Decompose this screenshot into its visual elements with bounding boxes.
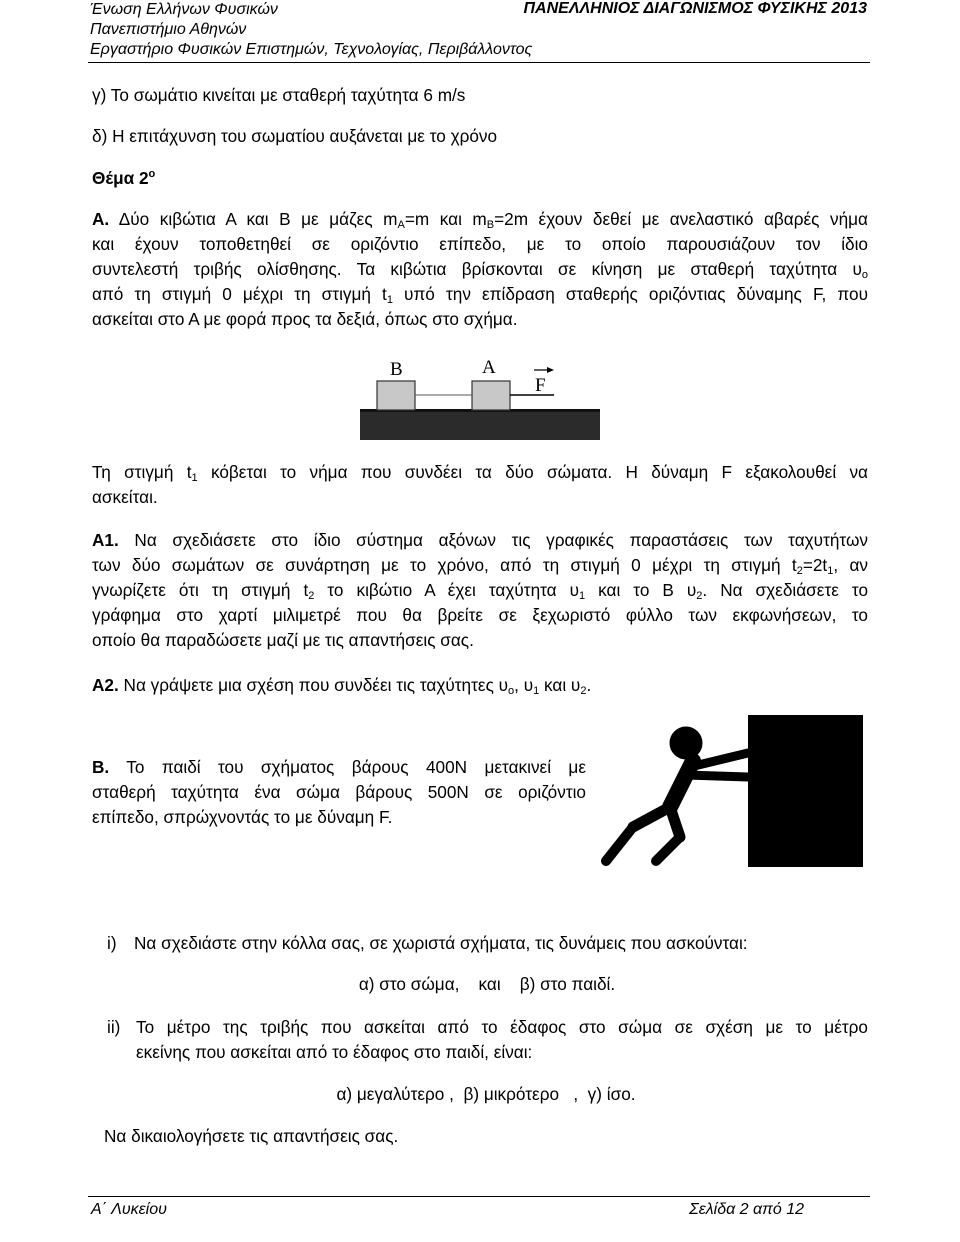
header-org-line3: Εργαστήριο Φυσικών Επιστημών, Τεχνολογίας, Περιβάλλοντος [90,41,533,58]
justify-instruction: Να δικαιολογήσετε τις απαντήσεις σας. [104,1126,399,1146]
question-ii-number: ii) [107,1017,121,1037]
label-b: B [390,359,403,380]
box-a [472,381,510,410]
force-arrow-icon [547,367,554,373]
question-a1: Α1. Να σχεδιάσετε στο ίδιο σύστημα αξόνων τις γραφικές παραστάσεις των ταχυτήτων των δύο σωμάτων σε συνάρτηση με το χρόνο, από τη στιγμή 0 μέχρι τη στιγμή $t_2=2t_1$, αν γνωρίζετε ότι τη στιγμή $t_2$ το κιβώτιο Α έχει ταχύτητα $\upsilon_1$ και το Β $\upsilon_2$. Να σχεδιάσετε το γράφημα στο χαρτί μιλιμετρέ που θα βρείτε σε ξεχωριστό φύλλο των εκφωνήσεων, το οποίο θα παραδώσετε μαζί με τις απαντήσεις σας. [92,530,869,650]
label-f: F [535,375,546,396]
question-i-text: Να σχεδιάστε στην κόλλα σας, σε χωριστά σχήματα, τις δυνάμεις που ασκούνται: [134,933,748,953]
ground-surface [360,410,600,440]
question-a2: Α2. Να γράψετε μια σχέση που συνδέει τις ταχύτητες $\upsilon_o$, $\upsilon_1$ και $\upsilon_2$. [92,675,592,697]
label-a: A [482,357,496,378]
option-gamma: γ) Το σωμάτιο κινείται με σταθερή ταχύτητα 6 m/s [92,85,466,105]
question-i-number: i) [107,933,117,953]
question-i-options: α) στο σώμα, και β) στο παιδί. [358,974,616,994]
box-b [377,381,415,410]
theme-title: Θέμα $2^o$ [92,168,156,188]
figure-child-pushing [598,715,866,870]
footer-class-label: Α΄ Λυκείου [91,1201,167,1218]
footer-rule [88,1196,870,1197]
part-a-paragraph: Α. Δύο κιβώτια Α και Β με μάζες $m_A=m$ και $m_B=2m$ έχουν δεθεί με ανελαστικό αβαρές νήμα και έχουν τοποθετηθεί σε οριζόντιο επίπεδο, με το οποίο παρουσιάζουν τον ίδιο συντελεστή τριβής ολίσθησης. Τα κιβώτια βρίσκονται σε κίνηση με σταθερή ταχύτητα $\upsilon_o$ από τη στιγμή 0 μέχρι τη στιγμή $t_1$ υπό την επίδραση σταθερής οριζόντιας δύναμης F, που ασκείται στο Α με φορά προς τα δεξιά, όπως στο σχήμα. [92,209,868,329]
footer-page-label: Σελίδα 2 από 12 [689,1201,804,1218]
figure-boxes [358,355,602,445]
header-org-line2: Πανεπιστήμιο Αθηνών [90,21,247,38]
option-delta: δ) Η επιτάχυνση του σωματίου αυξάνεται με το χρόνο [92,126,498,146]
question-ii-options: α) μεγαλύτερο , β) μικρότερο , γ) ίσο. [336,1084,636,1104]
child-figure-icon [606,727,748,861]
pushed-block [748,715,863,867]
header-rule [88,62,870,63]
part-b-paragraph: Β. Το παιδί του σχήματος βάρους 400Ν μετακινεί με σταθερή ταχύτητα ένα σώμα βάρους 500Ν σε οριζόντιο επίπεδο, σπρώχνοντάς το με δύναμη F. [92,757,586,827]
question-ii-text: Το μέτρο της τριβής που ασκείται από το έδαφος στο σώμα σε σχέση με το μέτρο εκείνης που ασκείται από το έδαφος στο παιδί, είναι: [136,1017,868,1062]
header-contest-title: ΠΑΝΕΛΛΗΝΙΟΣ ΔΙΑΓΩΝΙΣΜΟΣ ΦΥΣΙΚΗΣ 2013 [523,0,867,17]
header-org-line1: Ένωση Ελλήνων Φυσικών [90,1,278,18]
cut-paragraph: Τη στιγμή $t_1$ κόβεται το νήμα που συνδέει τα δύο σώματα. Η δύναμη F εξακολουθεί να ασκείται. [92,462,868,507]
